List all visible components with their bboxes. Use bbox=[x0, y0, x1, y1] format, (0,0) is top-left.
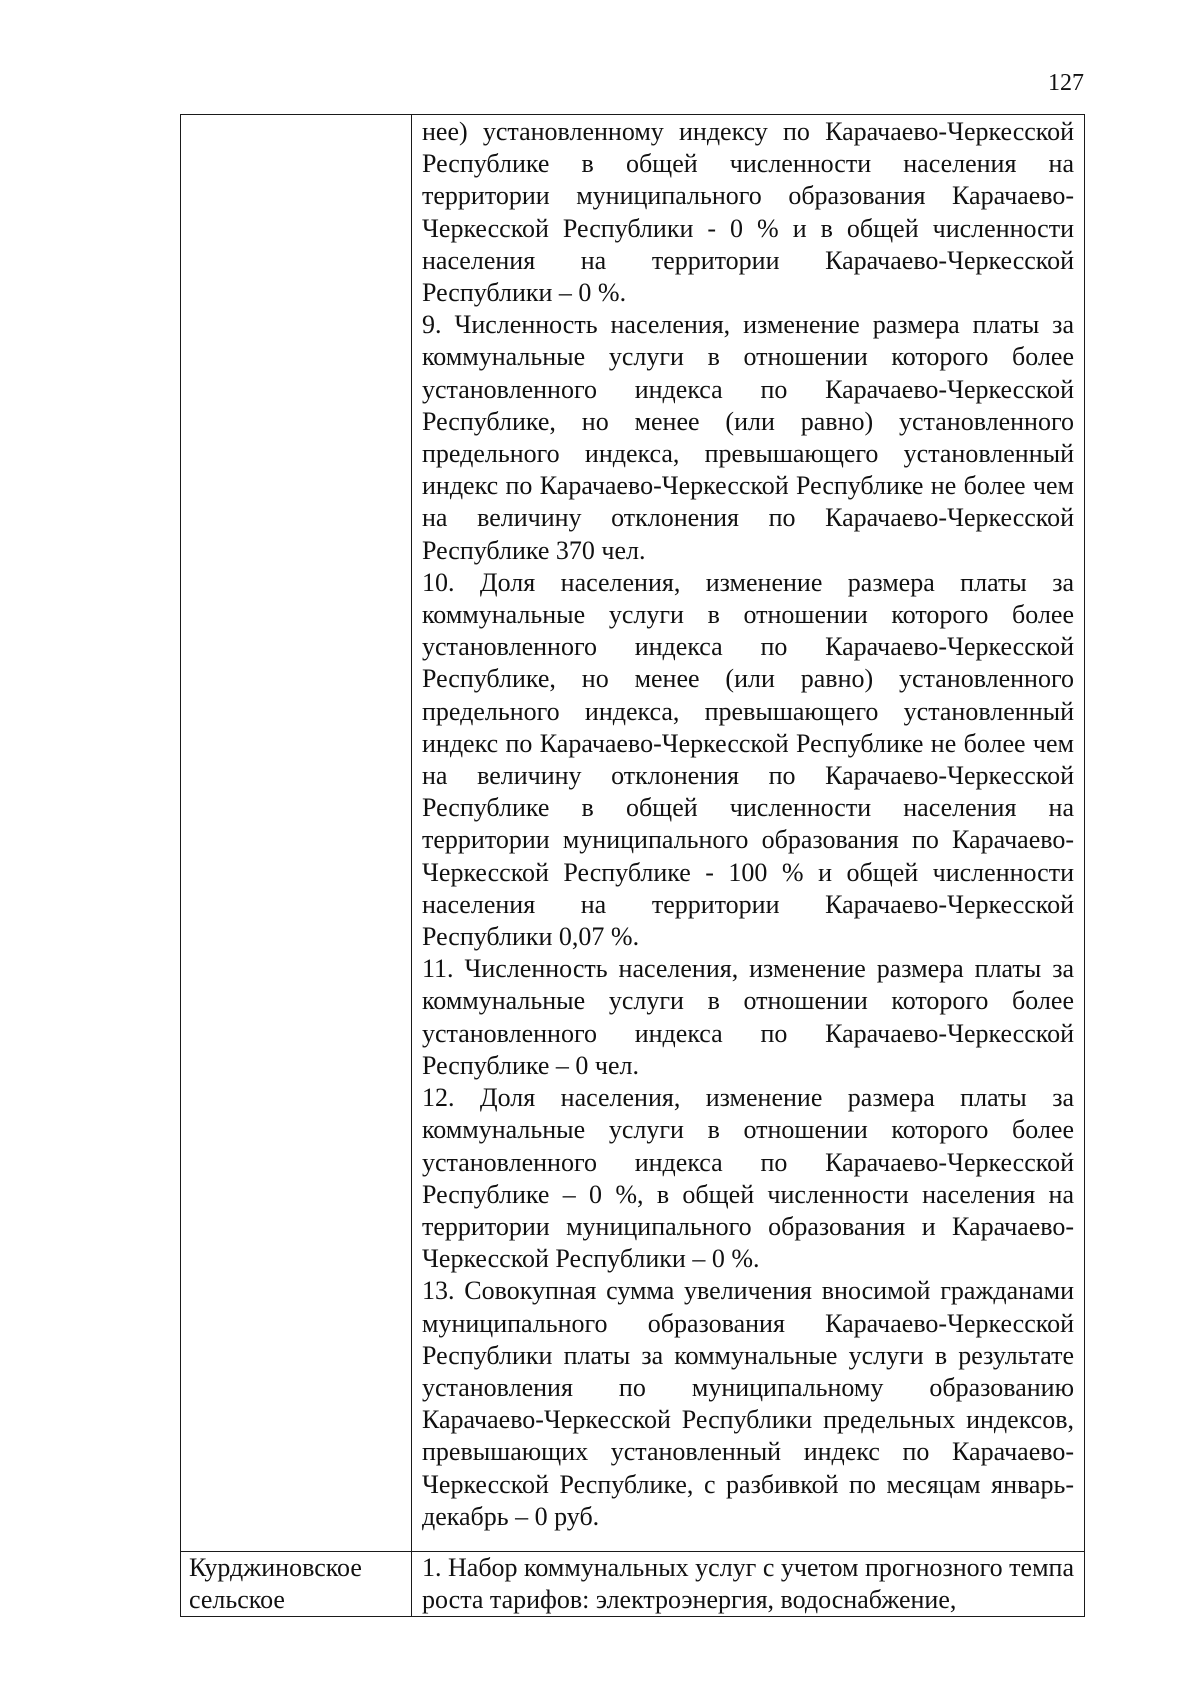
table-row bbox=[181, 1552, 1085, 1617]
indicator-paragraph-13: 13. Совокупная сумма увеличения вносимой гражданами муниципального образования Карачаево-Черкесской Республики платы за коммунальные услуги в результате установления по муниципальному образованию Карачаево-Черкесской Республики предельных индексов, превышающих установленный индекс по Карачаево-Черкесской Республике, с разбивкой по месяцам январь-декабрь – 0 руб. bbox=[422, 1276, 1074, 1531]
indicator-paragraph-11: 11. Численность населения, изменение размера платы за коммунальные услуги в отношении которого более установленного индекса по Карачаево-Черкесской Республике – 0 чел. bbox=[422, 954, 1074, 1080]
indicators-cell bbox=[412, 115, 1085, 1552]
page-number: 127 bbox=[1048, 70, 1084, 96]
indicators-cell bbox=[412, 1552, 1085, 1617]
indicator-paragraph-10: 10. Доля населения, изменение размера платы за коммунальные услуги в отношении которого более установленного индекса по Карачаево-Черкесской Республике, но менее (или равно) установленного предельного индекса, превышающего установленный индекс по Карачаево-Черкесской Республике не более чем на величину отклонения по Карачаево-Черкесской Республике в общей численности населения на территории муниципального образования по Карачаево-Черкесской Республике - 100 % и общей численности населения на территории Карачаево-Черкесской Республики 0,07 %. bbox=[422, 567, 1074, 952]
municipality-cell-empty bbox=[181, 115, 412, 1552]
municipal-indices-table bbox=[180, 114, 1085, 1617]
indicator-paragraph-8-continued: нее) установленному индексу по Карачаево-Черкесской Республике в общей численности населения на территории муниципального образования Карачаево-Черкесской Республики - 0 % и в общей численности населения на территории Карачаево-Черкесской Республики – 0 %. bbox=[422, 117, 1074, 308]
indicator-paragraph-9: 9. Численность населения, изменение размера платы за коммунальные услуги в отношении которого более установленного индекса по Карачаево-Черкесской Республике, но менее (или равно) установленного предельного индекса, превышающего установленный индекс по Карачаево-Черкесской Республике не более чем на величину отклонения по Карачаево-Черкесской Республике 370 чел. bbox=[422, 310, 1074, 565]
indicator-paragraph-1: 1. Набор коммунальных услуг с учетом прогнозного темпа роста тарифов: электроэнергия, водоснабжение, bbox=[422, 1553, 1074, 1615]
table-row bbox=[181, 115, 1085, 1552]
municipality-name-cell: Курджиновское сельское bbox=[181, 1552, 412, 1617]
indicator-paragraph-12: 12. Доля населения, изменение размера платы за коммунальные услуги в отношении которого более установленного индекса по Карачаево-Черкесской Республике – 0 %, в общей численности населения на территории муниципального образования и Карачаево-Черкесской Республики – 0 %. bbox=[422, 1083, 1074, 1274]
